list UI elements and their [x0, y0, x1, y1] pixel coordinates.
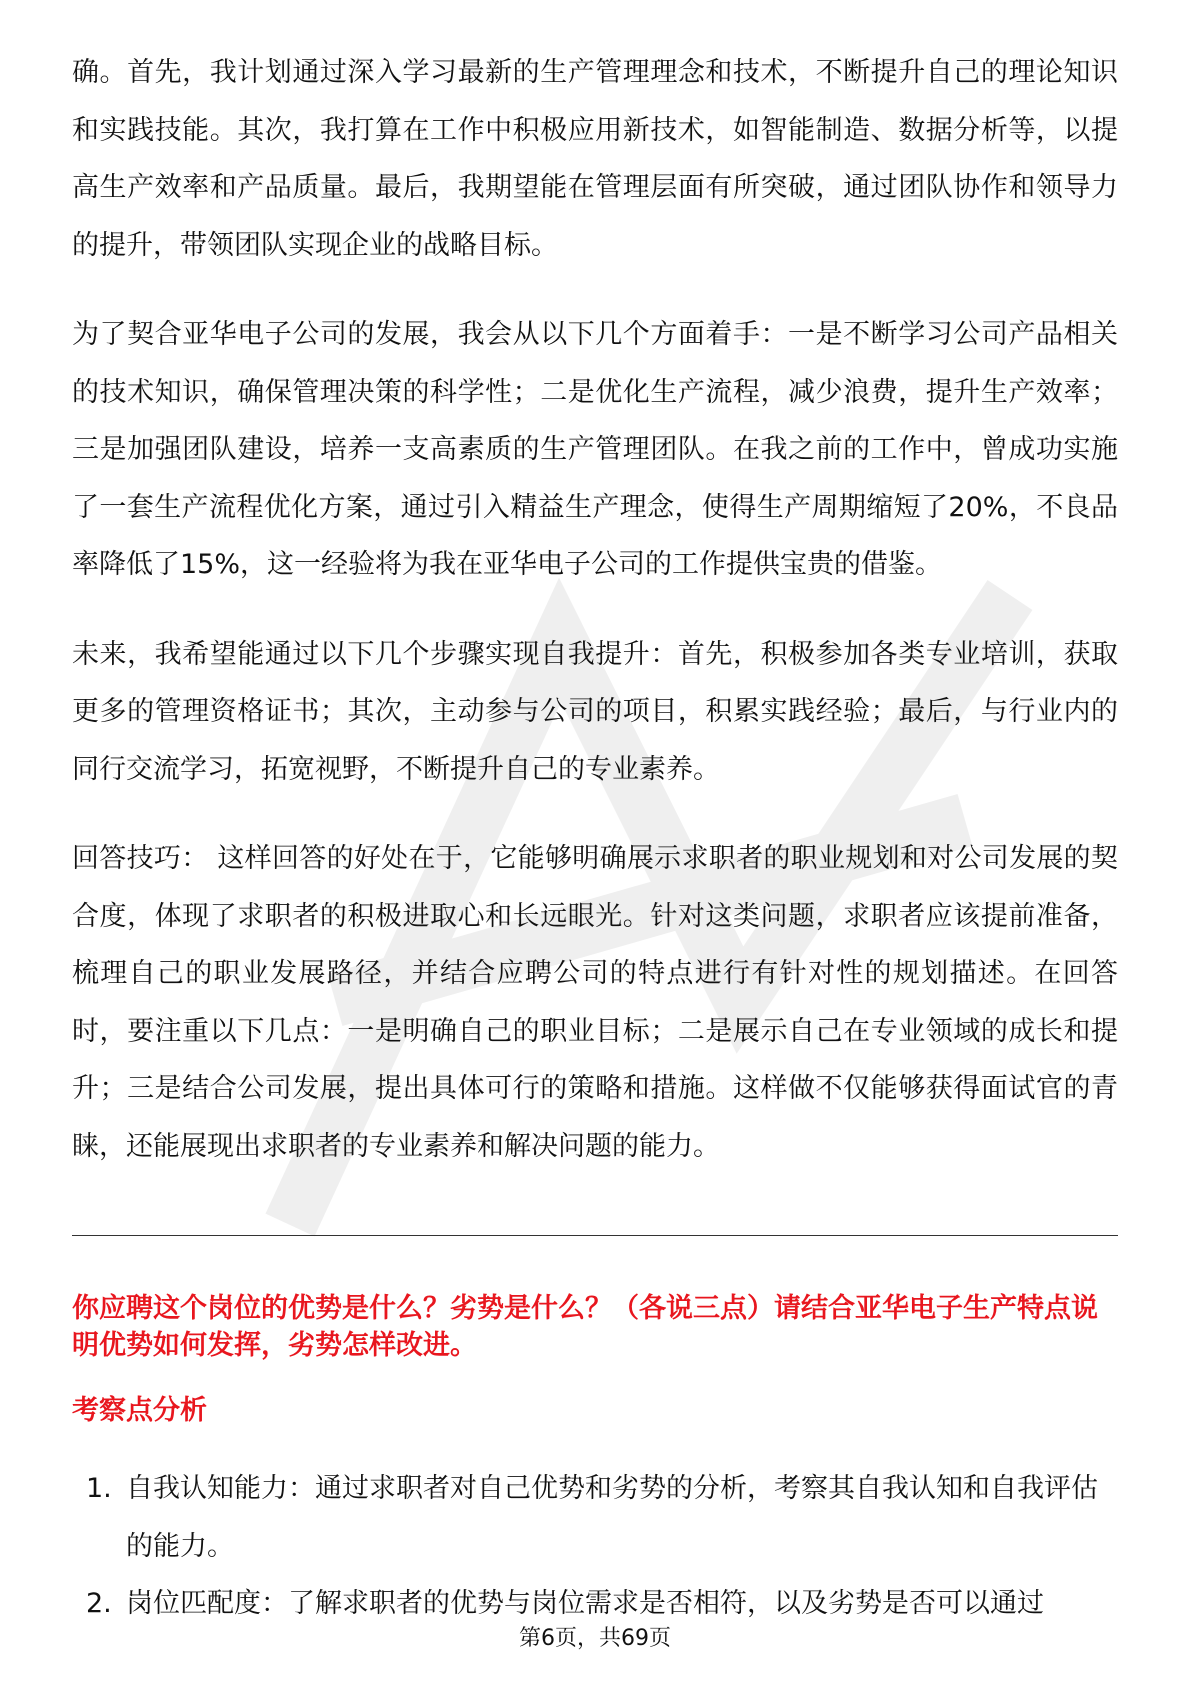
interview-question: 你应聘这个岗位的优势是什么？劣势是什么？（各说三点）请结合亚华电子生产特点说明优势如何发挥，劣势怎样改进。	[72, 1293, 1098, 1361]
paragraph-1: 确。首先，我计划通过深入学习最新的生产管理理念和技术，不断提升自己的理论知识和实践技能。其次，我打算在工作中积极应用新技术，如智能制造、数据分析等，以提高生产效率和产品质量。最后，我期望能在管理层面有所突破，通过团队协作和领导力的提升，带领团队实现企业的战略目标。	[72, 57, 1118, 261]
page-footer: 第6页，共69页	[519, 1626, 671, 1651]
paragraph-answer-tips: 回答技巧： 这样回答的好处在于，它能够明确展示求职者的职业规划和对公司发展的契合度，体现了求职者的积极进取心和长远眼光。针对这类问题，求职者应该提前准备，梳理自己的职业发展路径，并结合应聘公司的特点进行有针对性的规划描述。在回答时，要注重以下几点：一是明确自己的职业目标；二是展示自己在专业领域的成长和提升；三是结合公司发展，提出具体可行的策略和措施。这样做不仅能够获得面试官的青睐，还能展现出求职者的专业素养和解决问题的能力。	[72, 843, 1118, 1162]
list-item-text: 岗位匹配度：了解求职者的优势与岗位需求是否相符，以及劣势是否可以通过	[126, 1588, 1044, 1619]
list-item-number: 2.	[86, 1588, 112, 1619]
paragraph-2: 为了契合亚华电子公司的发展，我会从以下几个方面着手：一是不断学习公司产品相关的技术知识，确保管理决策的科学性；二是优化生产流程，减少浪费，提升生产效率；三是加强团队建设，培养一支高素质的生产管理团队。在我之前的工作中，曾成功实施了一套生产流程优化方案，通过引入精益生产理念，使得生产周期缩短了20%，不良品率降低了15%，这一经验将为我在亚华电子公司的工作提供宝贵的借鉴。	[72, 319, 1118, 580]
body-content	[72, 44, 1118, 1207]
paragraph-3: 未来，我希望能通过以下几个步骤实现自我提升：首先，积极参加各类专业培训，获取更多的管理资格证书；其次，主动参与公司的项目，积累实践经验；最后，与行业内的同行交流学习，拓宽视野，不断提升自己的专业素养。	[72, 638, 1118, 785]
section-divider	[72, 1235, 1118, 1236]
list-item	[72, 1460, 1118, 1575]
list-item-number: 1.	[86, 1473, 112, 1504]
analysis-list	[72, 1460, 1118, 1633]
section-title: 考察点分析	[72, 1395, 207, 1426]
list-item-text: 自我认知能力：通过求职者对自己优势和劣势的分析，考察其自我认知和自我评估的能力。	[126, 1473, 1098, 1562]
